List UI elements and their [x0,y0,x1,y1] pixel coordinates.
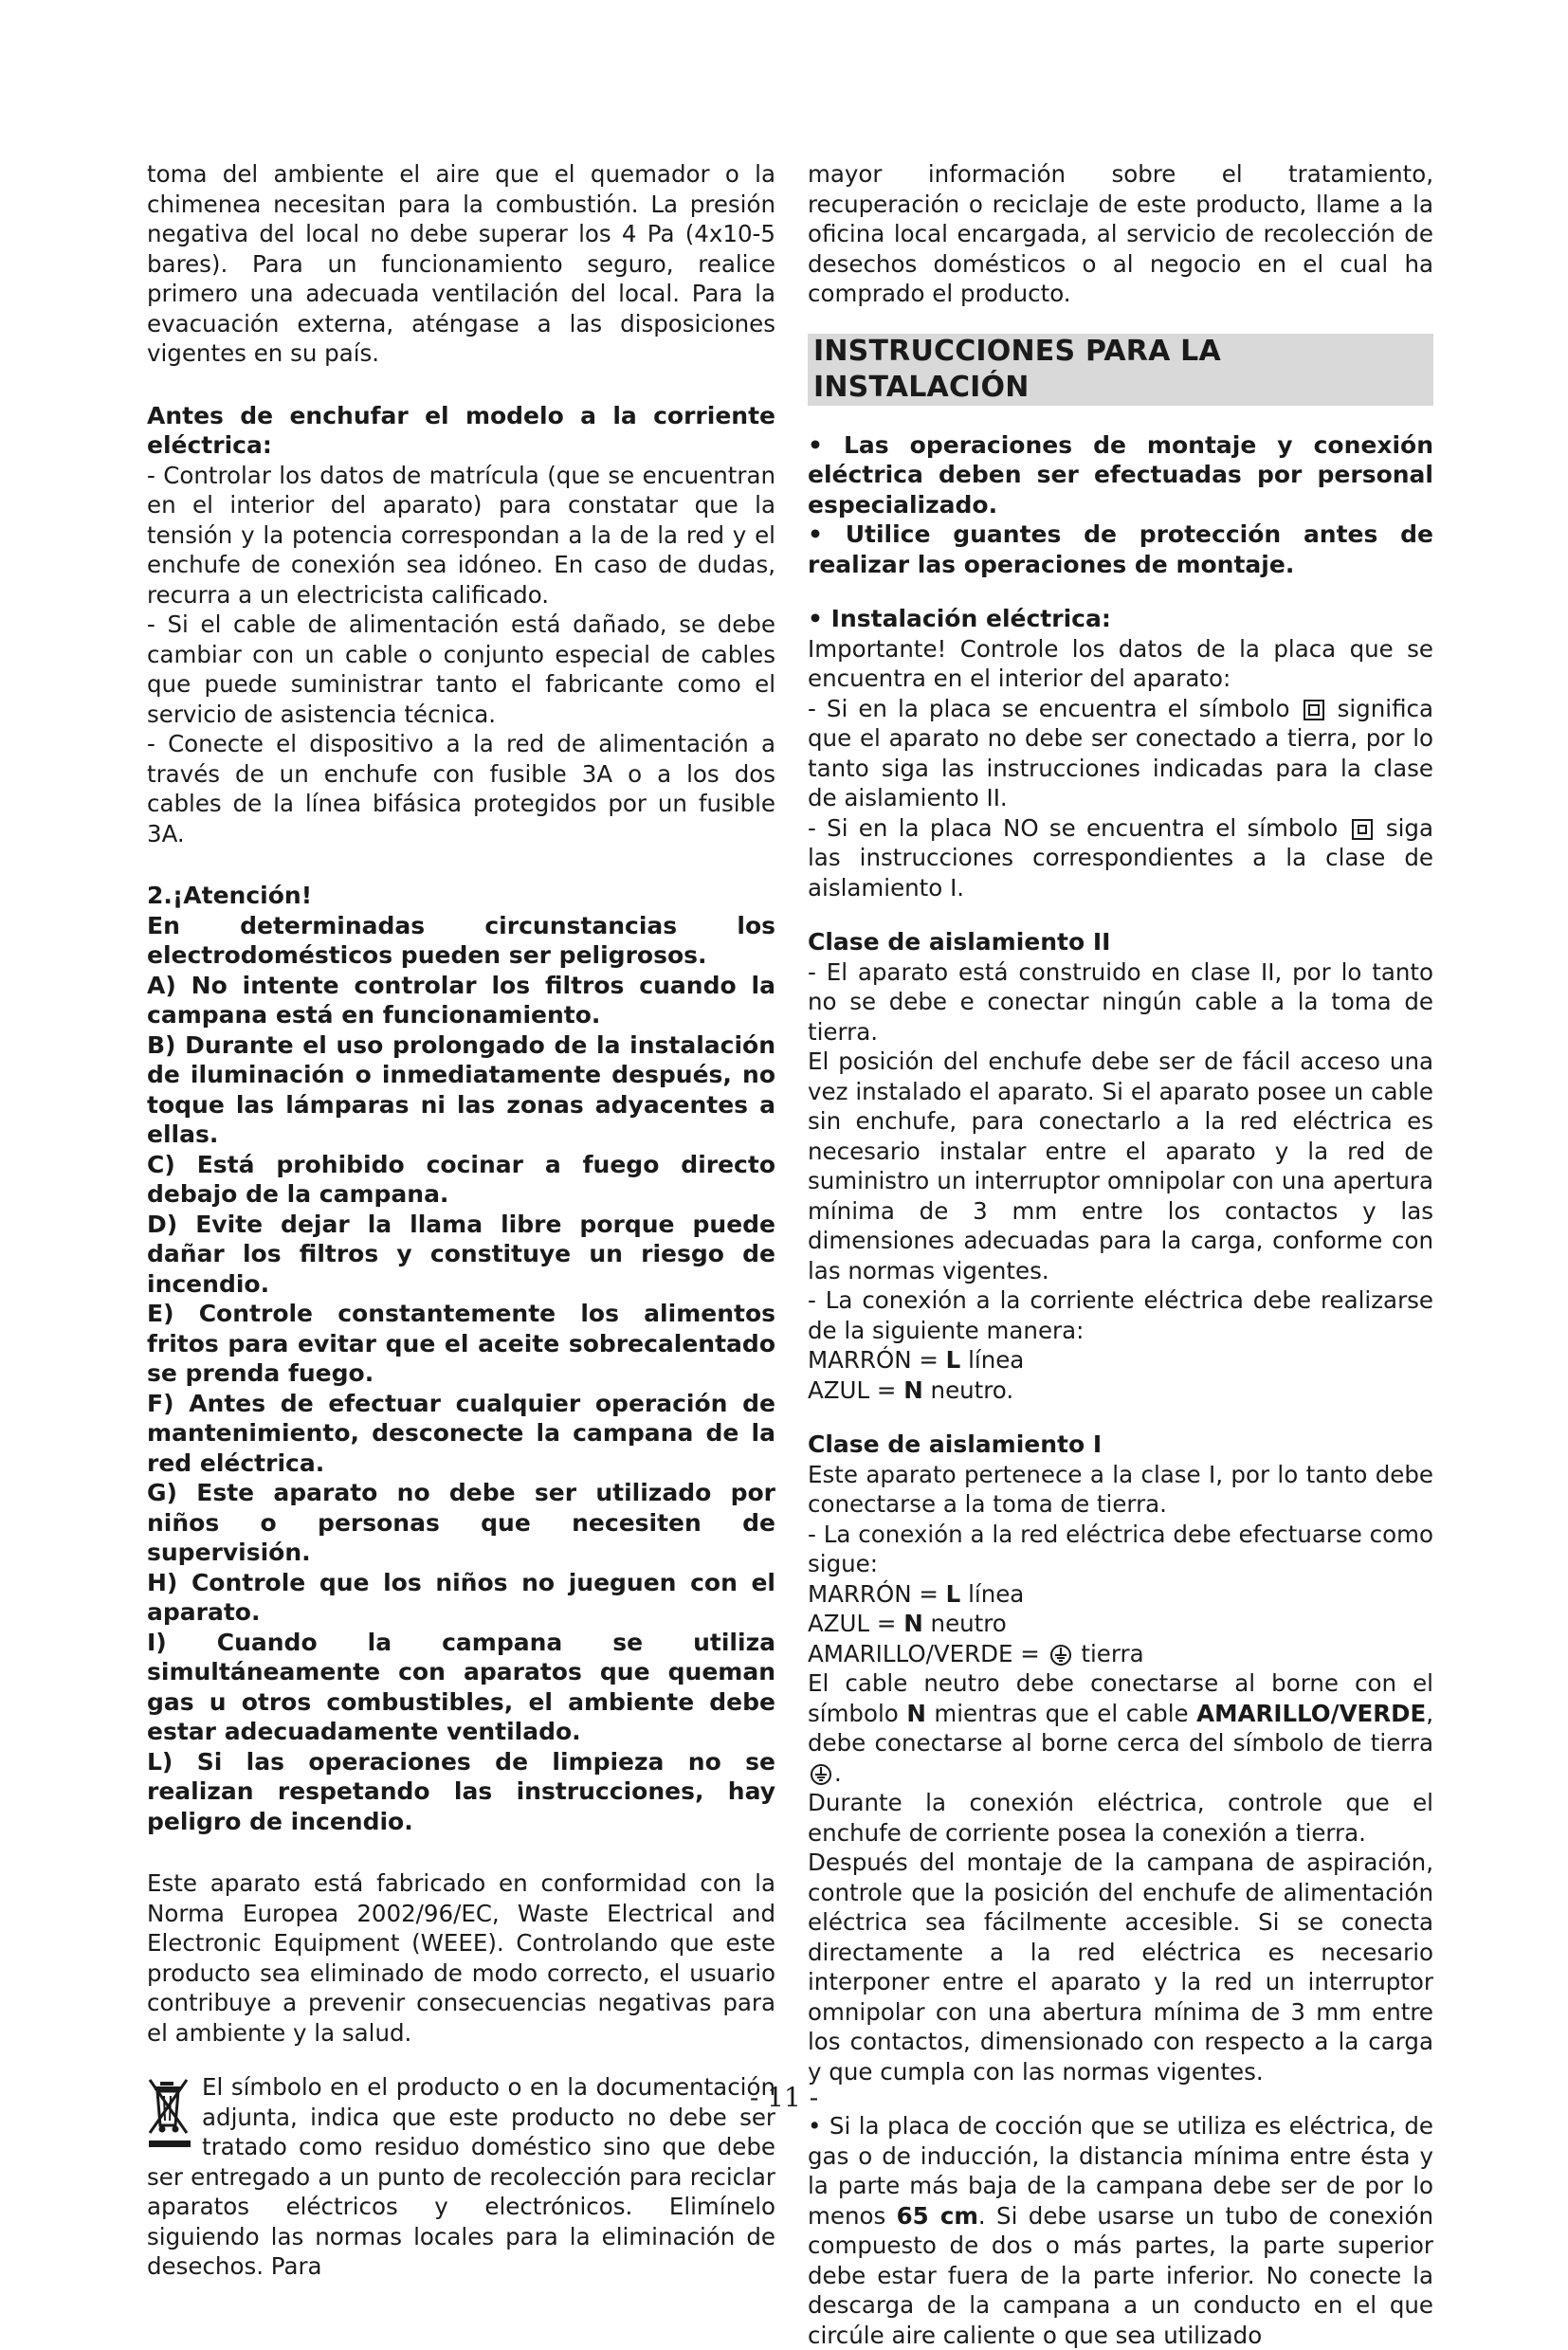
elec-item-1-b: significa que el aparato no debe ser conectado a tierra, por lo tanto siga las instrucciones indicadas para la clase de aislamiento II. [808,694,1433,811]
neutral-text-a: El cable neutro debe conectarse al borne con el símbolo [808,1669,1433,1727]
green-label: AMARILLO/VERDE = [808,1639,1048,1667]
line-letter: L [945,1579,961,1608]
blue-label: AZUL = [808,1610,904,1637]
class1-p2: - La conexión a la red eléctrica debe efectuarse como sigue: [808,1520,1433,1577]
neutral-word: neutro [922,1610,1007,1637]
class1-brown [808,1579,1433,1610]
class1-green [808,1639,1433,1669]
elec-item-1-a: - Si en la placa se encuentra el símbolo [808,694,1290,722]
elec-intro: Importante! Controle los datos de la placa que se encuentra en el interior del aparato: [808,634,1433,692]
line-letter: L [945,1346,961,1374]
plug-item-3: - Conecte el dispositivo a la red de alimentación a través de un enchufe con fusible 3A o a los dos cables de la línea bifásica protegidos por un fusible 3A. [147,730,775,847]
neutral-text-d: AMARILLO/VERDE [1196,1699,1427,1727]
neutral-word: neutro. [922,1375,1014,1404]
attention-item: G) Este aparato no debe ser utilizado por niños o personas que necesiten de supervisión. [147,1479,775,1566]
attention-item: En determinadas circunstancias los electrodomésticos pueden ser peligrosos. [147,911,775,969]
class2-blue [808,1375,1433,1406]
elec-heading: • Instalación eléctrica: [808,605,1111,632]
plug-item-2: - Si el cable de alimentación está dañado, se debe cambiar con un cable o conjunto especial de cables que puede suministrar tanto el fabricante como el servicio de asistencia técnica. [147,610,775,728]
earth-icon [810,1763,832,1786]
attention-item: A) No intente controlar los filtros cuando la campana está en funcionamiento. [147,971,775,1029]
line-word: línea [960,1346,1025,1374]
during-paragraph: Durante la conexión eléctrica, controle que el enchufe de corriente posea la conexión a tierra. [808,1789,1433,1847]
elec-item-2-b: siga las instrucciones correspondientes a la clase de aislamiento I. [808,813,1433,902]
blue-label: AZUL = [808,1375,904,1404]
class1-p1: Este aparato pertenece a la clase I, por lo tanto debe conectarse a la toma de tierra. [808,1460,1433,1518]
class-i-symbol-icon [1352,819,1373,840]
neutral-text-f: . [834,1758,842,1787]
attention-item: D) Evite dejar la llama libre porque puede dañar los filtros y constituye un riesgo de incendio. [147,1210,775,1298]
earth-icon [1049,1644,1072,1667]
left-column [147,159,775,2282]
section-title: INSTRUCCIONES PARA LA INSTALACIÓN [808,334,1433,406]
weee-symbol-text: El símbolo en el producto o en la documentación adjunta, indica que este producto no debe ser tratado como residuo doméstico sino que debe ser entregado a un punto de recolección para reciclar aparatos eléctricos y electrónicos. Elimínelo siguiendo las normas locales para la eliminación de desechos. Para [147,2073,775,2280]
plug-item-1: - Controlar los datos de matrícula (que se encuentran en el interior del aparato) para constatar que la tensión y la potencia correspondan a la de la red y el enchufe de conexión sea idóneo. En caso de dudas, recurra a un electricista calificado. [147,461,775,609]
plug-heading: Antes de enchufar el modelo a la corriente eléctrica: [147,401,775,459]
elec-item-2-a: - Si en la placa NO se encuentra el símbolo [808,813,1339,842]
class2-p2: El posición del enchufe debe ser de fácil acceso una vez instalado el aparato. Si el aparato posee un cable sin enchufe, para conectarlo a la red eléctrica es necesario instalar entre el aparato y la red de suministro un interruptor omnipolar con una apertura mínima de 3 mm entre los contactos y las dimensiones adecuadas para la carga, conforme con las normas vigentes. [808,1047,1433,1284]
attention-item: B) Durante el uso prolongado de la instalación de iluminación o inmediatamente después, no toque las lámparas ni las zonas adyacentes a ellas. [147,1030,775,1148]
class2-p3: - La conexión a la corriente eléctrica debe realizarse de la siguiente manera: [808,1286,1433,1344]
neutral-letter: N [903,1375,923,1404]
brown-label: MARRÓN = [808,1346,946,1374]
warning-1: • Las operaciones de montaje y conexión eléctrica deben ser efectuadas por personal especializado. [808,430,1433,519]
attention-item: F) Antes de efectuar cualquier operación de mantenimiento, desconecte la campana de la red eléctrica. [147,1389,775,1477]
attention-item: C) Está prohibido cocinar a fuego directo debajo de la campana. [147,1150,775,1208]
after-paragraph: Después del montaje de la campana de aspiración, controle que la posición del enchufe de alimentación eléctrica sea fácilmente accesible. Si se conecta directamente a la red eléctrica es necesario interponer entre el aparato y la red un interruptor omnipolar con una abertura mínima de 3 mm entre los contactos, dimensionado con respecto a la carga y que cumpla con las normas vigentes. [808,1849,1433,2086]
attention-item: H) Controle que los niños no jueguen con el aparato. [147,1568,775,1626]
right-column [808,159,1433,2350]
class1-heading: Clase de aislamiento I [808,1430,1103,1458]
neutral-paragraph [808,1668,1433,1788]
attention-item: E) Controle constantemente los alimentos fritos para evitar que el aceite sobrecalentado se prenda fuego. [147,1300,775,1387]
left-intro: toma del ambiente el aire que el quemador o la chimenea necesitan para la combustión. La presión negativa del local no debe superar los 4 Pa (4x10-5 bares). Para un funcionamiento seguro, realice primero una adecuada ventilación del local. Para la evacuación externa, aténgase a las disposiciones vigentes en su país. [147,160,775,367]
hob-paragraph [808,2111,1433,2350]
hob-text-a: • Si la placa de cocción que se utiliza es eléctrica, de gas o de inducción, la distancia mínima entre ésta y la parte más baja de la campana debe ser de por lo menos [808,2112,1433,2230]
line-word: línea [960,1579,1025,1608]
class2-brown [808,1345,1433,1375]
class1-blue [808,1609,1433,1639]
elec-item-1 [808,694,1433,813]
neutral-text-c: mientras que el cable [925,1699,1197,1727]
weee-text: Este aparato está fabricado en conformidad con la Norma Europea 2002/96/EC, Waste Electrical and Electronic Equipment (WEEE). Controlando que este producto sea eliminado de modo correcto, el usuario contribuye a prevenir consecuencias negativas para el ambiente y la salud. [147,1869,775,2047]
hob-text-b: 65 cm [896,2201,978,2230]
class2-p1: - El aparato está construido en clase II, por lo tanto no se debe e conectar ningún cable a la toma de tierra. [808,957,1433,1046]
attention-item: I) Cuando la campana se utiliza simultáneamente con aparatos que queman gas u otros combustibles, el ambiente debe estar adecuadamente ventilado. [147,1628,775,1745]
neutral-letter: N [903,1610,923,1637]
neutral-text-e: , debe conectarse al borne cerca del símbolo de tierra [808,1699,1433,1757]
class-ii-symbol-icon [1304,700,1324,720]
brown-label: MARRÓN = [808,1579,946,1608]
attention-title: 2.¡Atención! [147,882,313,909]
right-intro: mayor información sobre el tratamiento, recuperación o reciclaje de este producto, llame a la oficina local encargada, al servicio de recolección de desechos domésticos o al negocio en el cual ha comprado el producto. [808,160,1433,307]
page-number: - 11 - [749,2082,819,2113]
warning-2: • Utilice guantes de protección antes de realizar las operaciones de montaje. [808,520,1433,578]
hob-text-c: . Si debe usarse un tubo de conexión compuesto de dos o más partes, la parte superior debe estar fuera de la parte inferior. No conecte la descarga de la campana a un conducto en el que circúle aire caliente o que sea utilizado [808,2201,1433,2349]
earth-word: tierra [1073,1639,1144,1667]
neutral-text-b: N [906,1699,926,1727]
elec-item-2 [808,813,1433,903]
class2-heading: Clase de aislamiento II [808,928,1111,956]
attention-item: L) Si las operaciones de limpieza no se realizan respetando las instrucciones, hay peligro de incendio. [147,1747,775,1835]
